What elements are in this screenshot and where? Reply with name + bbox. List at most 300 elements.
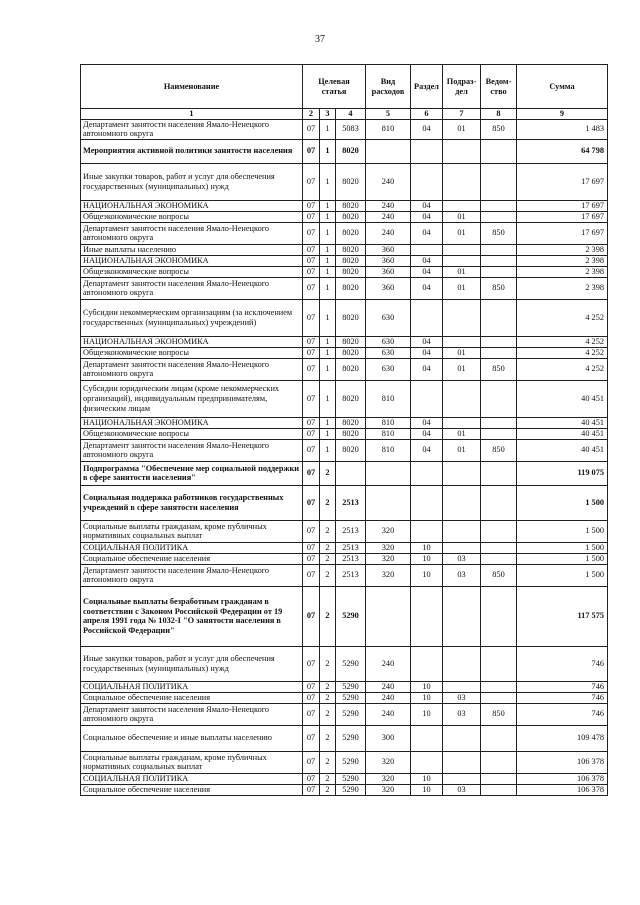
target-item-code: 2513 [336, 520, 366, 542]
target-subprogram-code: 1 [320, 139, 336, 163]
target-subprogram-code: 1 [320, 266, 336, 277]
target-program-code: 07 [303, 347, 320, 358]
section-code: 10 [411, 542, 443, 553]
expense-type-code: 240 [366, 692, 411, 703]
expense-type-code: 320 [366, 542, 411, 553]
row-name: Департамент занятости населения Ямало-Ненецкого автономного округа [81, 277, 303, 299]
subsection-code [443, 336, 481, 347]
table-row [81, 773, 608, 784]
department-code: 850 [481, 564, 517, 586]
section-code: 04 [411, 336, 443, 347]
expense-type-code [366, 139, 411, 163]
row-sum: 2 398 [517, 266, 608, 277]
column-index: 1 [81, 109, 303, 120]
table-row [81, 200, 608, 211]
section-code [411, 461, 443, 485]
row-name: Социальное обеспечение и иные выплаты населению [81, 725, 303, 751]
subsection-code [443, 520, 481, 542]
row-name: НАЦИОНАЛЬНАЯ ЭКОНОМИКА [81, 417, 303, 428]
expense-type-code: 320 [366, 784, 411, 795]
target-subprogram-code: 2 [320, 703, 336, 725]
column-index-row [81, 109, 608, 120]
section-code [411, 751, 443, 773]
subsection-code [443, 380, 481, 417]
subsection-code [443, 485, 481, 520]
section-code [411, 163, 443, 200]
row-name: НАЦИОНАЛЬНАЯ ЭКОНОМИКА [81, 200, 303, 211]
department-code: 850 [481, 277, 517, 299]
target-program-code: 07 [303, 266, 320, 277]
expense-type-code [366, 461, 411, 485]
row-sum: 17 697 [517, 211, 608, 222]
subsection-code [443, 461, 481, 485]
subsection-code [443, 163, 481, 200]
department-code [481, 553, 517, 564]
table-row [81, 163, 608, 200]
header-expense-type: Вид расходов [366, 65, 411, 109]
header-section: Раздел [411, 65, 443, 109]
subsection-code [443, 646, 481, 681]
row-name: Иные выплаты населению [81, 244, 303, 255]
subsection-code: 03 [443, 703, 481, 725]
expense-type-code: 810 [366, 439, 411, 461]
table-header-row [81, 65, 608, 109]
target-program-code: 07 [303, 358, 320, 380]
subsection-code [443, 725, 481, 751]
target-program-code: 07 [303, 380, 320, 417]
row-name: Социальное обеспечение населения [81, 553, 303, 564]
row-name: Департамент занятости населения Ямало-Ненецкого автономного округа [81, 222, 303, 244]
row-name: Общеэкономические вопросы [81, 211, 303, 222]
section-code [411, 646, 443, 681]
target-program-code: 07 [303, 244, 320, 255]
row-name: Общеэкономические вопросы [81, 347, 303, 358]
section-code [411, 244, 443, 255]
subsection-code: 01 [443, 119, 481, 139]
expense-type-code: 360 [366, 255, 411, 266]
table-row [81, 211, 608, 222]
department-code [481, 542, 517, 553]
subsection-code: 03 [443, 553, 481, 564]
budget-table [80, 64, 608, 796]
target-item-code: 8020 [336, 222, 366, 244]
subsection-code [443, 751, 481, 773]
row-sum: 4 252 [517, 299, 608, 336]
row-name: Социальное обеспечение населения [81, 784, 303, 795]
row-name: Социальное обеспечение населения [81, 692, 303, 703]
target-program-code: 07 [303, 751, 320, 773]
target-program-code: 07 [303, 200, 320, 211]
target-subprogram-code: 1 [320, 163, 336, 200]
target-subprogram-code: 2 [320, 751, 336, 773]
target-program-code: 07 [303, 439, 320, 461]
section-code: 10 [411, 564, 443, 586]
target-subprogram-code: 1 [320, 119, 336, 139]
subsection-code: 03 [443, 692, 481, 703]
target-program-code: 07 [303, 520, 320, 542]
department-code [481, 586, 517, 646]
target-subprogram-code: 2 [320, 773, 336, 784]
row-name: НАЦИОНАЛЬНАЯ ЭКОНОМИКА [81, 255, 303, 266]
target-program-code: 07 [303, 336, 320, 347]
row-name: Субсидии юридическим лицам (кроме некоммерческих организаций), индивидуальным предпринимателям, физическим лицам [81, 380, 303, 417]
row-sum: 2 398 [517, 277, 608, 299]
department-code [481, 725, 517, 751]
target-program-code: 07 [303, 428, 320, 439]
expense-type-code: 320 [366, 773, 411, 784]
target-item-code: 2513 [336, 485, 366, 520]
target-subprogram-code: 2 [320, 553, 336, 564]
row-name: Субсидии некоммерческим организациям (за исключением государственных (муниципальных) учреждений) [81, 299, 303, 336]
table-row [81, 646, 608, 681]
table-row [81, 751, 608, 773]
department-code [481, 299, 517, 336]
section-code [411, 485, 443, 520]
target-item-code: 5290 [336, 692, 366, 703]
expense-type-code: 810 [366, 417, 411, 428]
department-code [481, 520, 517, 542]
row-sum: 64 798 [517, 139, 608, 163]
table-row [81, 485, 608, 520]
table-row [81, 428, 608, 439]
row-sum: 119 075 [517, 461, 608, 485]
row-name: Департамент занятости населения Ямало-Ненецкого автономного округа [81, 119, 303, 139]
row-sum: 106 378 [517, 773, 608, 784]
department-code [481, 266, 517, 277]
department-code [481, 200, 517, 211]
department-code: 850 [481, 222, 517, 244]
target-program-code: 07 [303, 681, 320, 692]
subsection-code: 01 [443, 222, 481, 244]
table-row [81, 681, 608, 692]
section-code [411, 725, 443, 751]
target-program-code: 07 [303, 646, 320, 681]
subsection-code [443, 417, 481, 428]
row-name: Подпрограмма "Обеспечение мер социальной поддержки в сфере занятости населения" [81, 461, 303, 485]
section-code: 04 [411, 358, 443, 380]
section-code: 04 [411, 200, 443, 211]
section-code: 04 [411, 439, 443, 461]
row-name: Департамент занятости населения Ямало-Ненецкого автономного округа [81, 358, 303, 380]
target-item-code: 2513 [336, 564, 366, 586]
row-sum: 4 252 [517, 358, 608, 380]
target-item-code: 8020 [336, 266, 366, 277]
table-row [81, 336, 608, 347]
row-sum: 106 378 [517, 784, 608, 795]
table-row [81, 380, 608, 417]
row-sum: 746 [517, 646, 608, 681]
target-item-code: 8020 [336, 336, 366, 347]
table-row [81, 222, 608, 244]
target-program-code: 07 [303, 692, 320, 703]
column-index: 5 [366, 109, 411, 120]
subsection-code: 01 [443, 428, 481, 439]
column-index: 7 [443, 109, 481, 120]
target-item-code: 5290 [336, 681, 366, 692]
expense-type-code: 630 [366, 358, 411, 380]
target-program-code: 07 [303, 542, 320, 553]
subsection-code [443, 773, 481, 784]
target-item-code: 8020 [336, 380, 366, 417]
expense-type-code: 320 [366, 751, 411, 773]
header-sum: Сумма [517, 65, 608, 109]
subsection-code: 01 [443, 266, 481, 277]
table-row [81, 299, 608, 336]
row-sum: 40 451 [517, 439, 608, 461]
department-code [481, 751, 517, 773]
subsection-code: 01 [443, 277, 481, 299]
row-name: Департамент занятости населения Ямало-Ненецкого автономного округа [81, 564, 303, 586]
department-code [481, 255, 517, 266]
row-name: Социальные выплаты гражданам, кроме публичных нормативных социальных выплат [81, 751, 303, 773]
table-row [81, 439, 608, 461]
expense-type-code [366, 586, 411, 646]
target-item-code: 8020 [336, 439, 366, 461]
target-item-code: 2513 [336, 553, 366, 564]
department-code [481, 244, 517, 255]
expense-type-code: 240 [366, 703, 411, 725]
target-program-code: 07 [303, 277, 320, 299]
table-row [81, 586, 608, 646]
row-sum: 1 500 [517, 542, 608, 553]
expense-type-code: 630 [366, 336, 411, 347]
row-sum: 4 252 [517, 336, 608, 347]
row-name: Общеэкономические вопросы [81, 428, 303, 439]
expense-type-code: 360 [366, 266, 411, 277]
subsection-code [443, 681, 481, 692]
target-subprogram-code: 1 [320, 428, 336, 439]
target-subprogram-code: 1 [320, 439, 336, 461]
department-code [481, 485, 517, 520]
row-sum: 2 398 [517, 255, 608, 266]
target-item-code: 8020 [336, 347, 366, 358]
target-subprogram-code: 2 [320, 520, 336, 542]
section-code [411, 380, 443, 417]
target-item-code: 8020 [336, 163, 366, 200]
expense-type-code: 810 [366, 119, 411, 139]
table-row [81, 553, 608, 564]
table-row [81, 244, 608, 255]
target-item-code: 8020 [336, 244, 366, 255]
row-name: Общеэкономические вопросы [81, 266, 303, 277]
expense-type-code: 630 [366, 347, 411, 358]
row-sum: 40 451 [517, 380, 608, 417]
section-code: 04 [411, 428, 443, 439]
target-item-code [336, 461, 366, 485]
table-row [81, 139, 608, 163]
target-program-code: 07 [303, 703, 320, 725]
column-index: 4 [336, 109, 366, 120]
target-subprogram-code: 2 [320, 461, 336, 485]
header-subsection: Подраз- дел [443, 65, 481, 109]
target-subprogram-code: 2 [320, 681, 336, 692]
subsection-code: 01 [443, 211, 481, 222]
page-number: 37 [315, 34, 325, 45]
row-sum: 1 500 [517, 553, 608, 564]
table-row [81, 542, 608, 553]
target-item-code: 5290 [336, 773, 366, 784]
header-name: Наименование [81, 65, 303, 109]
target-item-code: 5083 [336, 119, 366, 139]
row-sum: 1 500 [517, 485, 608, 520]
expense-type-code: 320 [366, 564, 411, 586]
table-row [81, 703, 608, 725]
row-sum: 117 575 [517, 586, 608, 646]
department-code [481, 347, 517, 358]
target-subprogram-code: 1 [320, 347, 336, 358]
row-name: Социальные выплаты гражданам, кроме публичных нормативных социальных выплат [81, 520, 303, 542]
section-code: 04 [411, 417, 443, 428]
target-program-code: 07 [303, 461, 320, 485]
section-code: 10 [411, 692, 443, 703]
subsection-code [443, 255, 481, 266]
table-row [81, 266, 608, 277]
table-row [81, 564, 608, 586]
subsection-code [443, 586, 481, 646]
expense-type-code: 810 [366, 428, 411, 439]
expense-type-code: 240 [366, 681, 411, 692]
table-row [81, 784, 608, 795]
target-subprogram-code: 2 [320, 784, 336, 795]
target-program-code: 07 [303, 211, 320, 222]
target-subprogram-code: 2 [320, 725, 336, 751]
target-item-code: 8020 [336, 211, 366, 222]
target-subprogram-code: 2 [320, 542, 336, 553]
target-item-code: 8020 [336, 277, 366, 299]
subsection-code: 01 [443, 439, 481, 461]
subsection-code: 01 [443, 358, 481, 380]
target-item-code: 8020 [336, 428, 366, 439]
department-code: 850 [481, 358, 517, 380]
table-row [81, 520, 608, 542]
target-program-code: 07 [303, 586, 320, 646]
target-subprogram-code: 1 [320, 244, 336, 255]
table-row [81, 277, 608, 299]
expense-type-code: 630 [366, 299, 411, 336]
header-target-article: Целевая статья [303, 65, 366, 109]
target-program-code: 07 [303, 299, 320, 336]
subsection-code [443, 244, 481, 255]
section-code: 10 [411, 773, 443, 784]
expense-type-code: 240 [366, 211, 411, 222]
department-code [481, 646, 517, 681]
department-code: 850 [481, 439, 517, 461]
target-item-code: 5290 [336, 586, 366, 646]
target-program-code: 07 [303, 725, 320, 751]
department-code [481, 773, 517, 784]
row-name: Департамент занятости населения Ямало-Ненецкого автономного округа [81, 439, 303, 461]
department-code [481, 380, 517, 417]
row-name: Иные закупки товаров, работ и услуг для обеспечения государственных (муниципальных) нужд [81, 646, 303, 681]
row-sum: 1 500 [517, 564, 608, 586]
row-sum: 17 697 [517, 200, 608, 211]
expense-type-code: 240 [366, 222, 411, 244]
expense-type-code: 360 [366, 277, 411, 299]
row-sum: 746 [517, 703, 608, 725]
expense-type-code: 320 [366, 520, 411, 542]
subsection-code [443, 200, 481, 211]
target-item-code: 2513 [336, 542, 366, 553]
column-index: 8 [481, 109, 517, 120]
expense-type-code: 320 [366, 553, 411, 564]
table-row [81, 417, 608, 428]
expense-type-code: 240 [366, 163, 411, 200]
subsection-code: 01 [443, 347, 481, 358]
expense-type-code [366, 485, 411, 520]
table-row [81, 692, 608, 703]
target-subprogram-code: 1 [320, 200, 336, 211]
target-program-code: 07 [303, 163, 320, 200]
row-sum: 1 483 [517, 119, 608, 139]
target-item-code: 8020 [336, 139, 366, 163]
department-code [481, 417, 517, 428]
section-code: 10 [411, 703, 443, 725]
target-program-code: 07 [303, 564, 320, 586]
subsection-code [443, 299, 481, 336]
department-code [481, 211, 517, 222]
table-row [81, 725, 608, 751]
section-code: 04 [411, 266, 443, 277]
target-subprogram-code: 2 [320, 586, 336, 646]
target-program-code: 07 [303, 485, 320, 520]
expense-type-code: 360 [366, 244, 411, 255]
row-sum: 4 252 [517, 347, 608, 358]
row-sum: 40 451 [517, 417, 608, 428]
target-subprogram-code: 1 [320, 358, 336, 380]
row-name: Социальные выплаты безработным гражданам в соответствии с Законом Российской Федерации от 19 апреля 1991 года № 1032-I "О занятости населения в Российской Федерации" [81, 586, 303, 646]
target-program-code: 07 [303, 139, 320, 163]
section-code: 04 [411, 347, 443, 358]
department-code: 850 [481, 703, 517, 725]
row-name: СОЦИАЛЬНАЯ ПОЛИТИКА [81, 681, 303, 692]
target-item-code: 8020 [336, 358, 366, 380]
column-index: 9 [517, 109, 608, 120]
subsection-code [443, 542, 481, 553]
target-subprogram-code: 1 [320, 299, 336, 336]
subsection-code [443, 139, 481, 163]
target-item-code: 5290 [336, 784, 366, 795]
row-sum: 1 500 [517, 520, 608, 542]
target-program-code: 07 [303, 417, 320, 428]
target-item-code: 5290 [336, 725, 366, 751]
target-program-code: 07 [303, 553, 320, 564]
expense-type-code: 240 [366, 200, 411, 211]
section-code: 04 [411, 222, 443, 244]
department-code [481, 428, 517, 439]
row-sum: 106 378 [517, 751, 608, 773]
section-code [411, 586, 443, 646]
department-code [481, 163, 517, 200]
column-index: 2 [303, 109, 320, 120]
subsection-code: 03 [443, 564, 481, 586]
section-code [411, 139, 443, 163]
target-subprogram-code: 2 [320, 646, 336, 681]
row-sum: 17 697 [517, 222, 608, 244]
section-code: 04 [411, 277, 443, 299]
table-row [81, 347, 608, 358]
table-row [81, 461, 608, 485]
row-sum: 109 478 [517, 725, 608, 751]
table-row [81, 358, 608, 380]
expense-type-code: 810 [366, 380, 411, 417]
department-code [481, 336, 517, 347]
target-program-code: 07 [303, 784, 320, 795]
section-code: 04 [411, 255, 443, 266]
row-name: НАЦИОНАЛЬНАЯ ЭКОНОМИКА [81, 336, 303, 347]
department-code [481, 681, 517, 692]
target-item-code: 5290 [336, 703, 366, 725]
section-code: 10 [411, 681, 443, 692]
